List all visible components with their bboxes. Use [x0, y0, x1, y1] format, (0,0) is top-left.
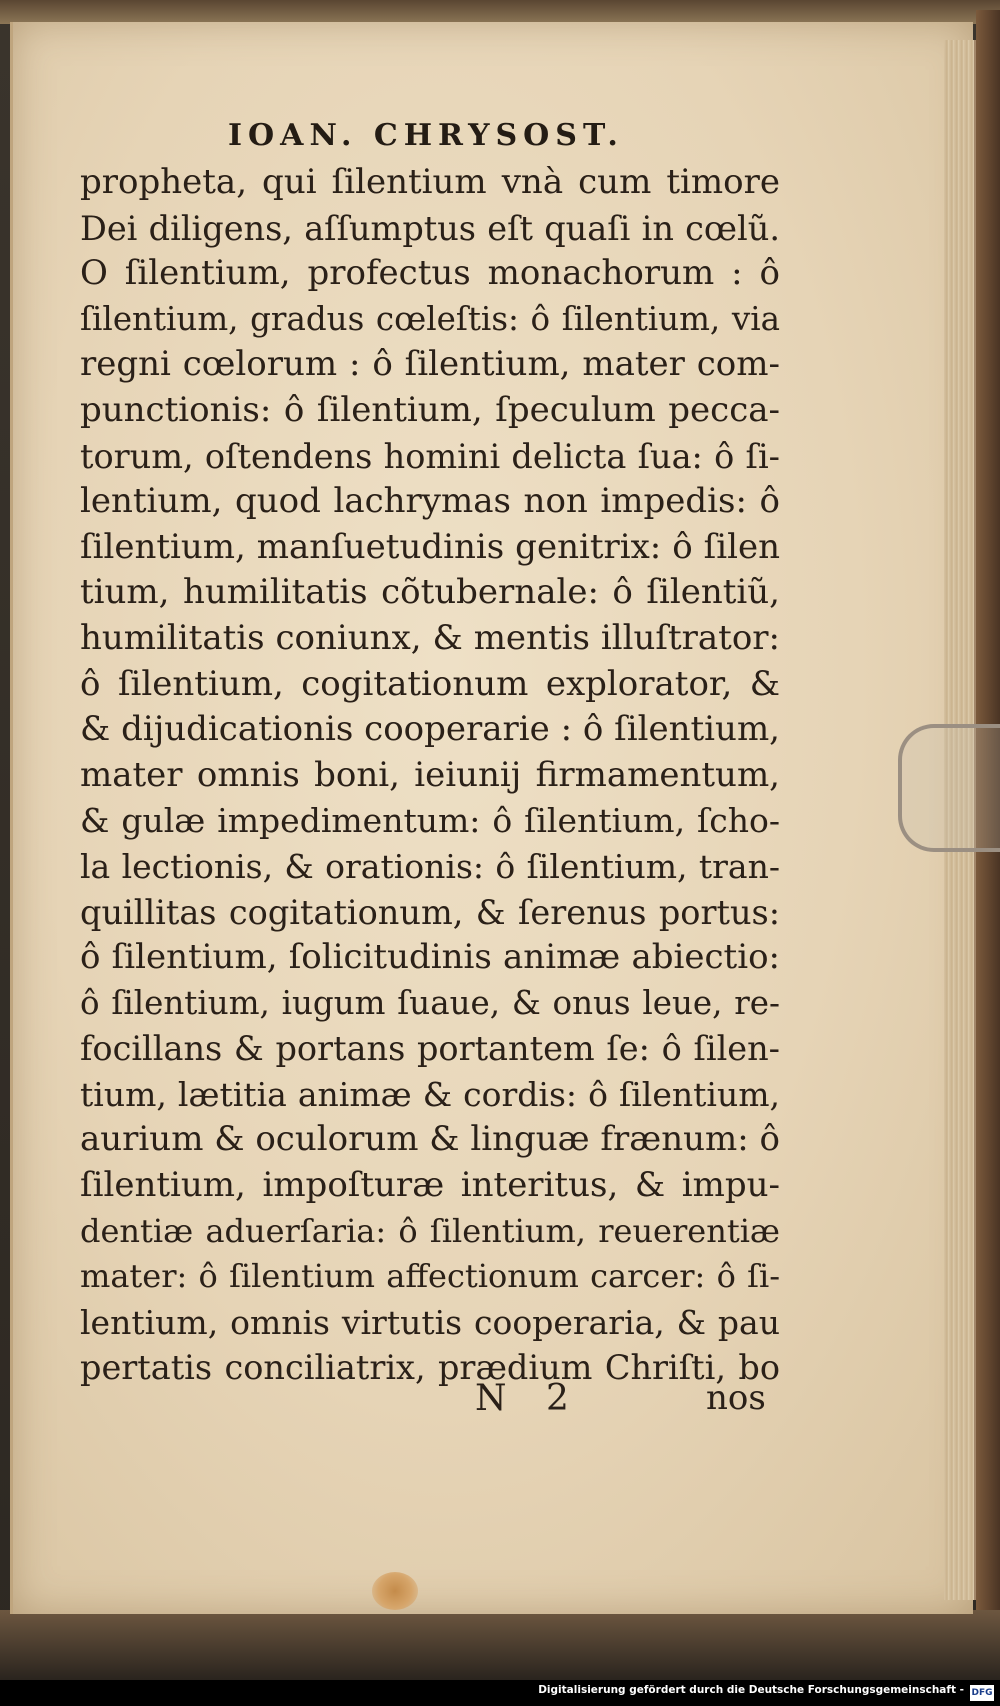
funding-credit: Digitalisierung gefördert durch die Deutsche Forschungsgemeinschaft - [538, 1684, 964, 1696]
text-line: pertatis conciliatrix, prædium Chriſti, bo [80, 1348, 780, 1388]
signature-mark: N 2 [475, 1378, 583, 1419]
running-head: IOAN. CHRYSOST. [228, 118, 624, 153]
book-bottom-edge [0, 1610, 1000, 1680]
text-line: quillitas cogitationum, & ſerenus portus: [80, 892, 780, 932]
text-line: ſilentium, manſuetudinis genitrix: ô ſilen [80, 526, 780, 567]
paper-stain [372, 1572, 418, 1610]
text-line: la lectionis, & orationis: ô ſilentium, tran- [80, 846, 780, 886]
text-line: torum, oſtendens homini delicta ſua: ô ſi- [80, 436, 780, 476]
text-line: tium, lætitia animæ & cordis: ô ſilentium, [80, 1074, 780, 1114]
text-line: ô ſilentium, ſolicitudinis animæ abiectio: [80, 937, 780, 978]
text-line: ſilentium, gradus cœleſtis: ô ſilentium, via [80, 299, 780, 338]
text-line: lentium, omnis virtutis cooperaria, & pau [80, 1302, 780, 1342]
book-top-edge [0, 0, 1000, 24]
text-line: & gulæ impedimentum: ô ſilentium, ſcho- [80, 801, 780, 841]
text-line: tium, humilitatis cõtubernale: ô ſilentiũ, [80, 572, 780, 613]
text-line: lentium, quod lachrymas non impedis: ô [80, 481, 780, 522]
text-line: regni cœlorum : ô ſilentium, mater com- [80, 344, 780, 385]
text-line: propheta, qui ſilentium vnà cum timore [80, 162, 780, 202]
text-line: ſilentium, impoſturæ interitus, & impu- [80, 1165, 780, 1206]
text-line: ô ſilentium, iugum ſuaue, & onus leue, re- [80, 983, 780, 1022]
text-line: ô ſilentium, cogitationum explorator, & [80, 663, 780, 704]
body-text [80, 160, 780, 1391]
text-line: punctionis: ô ſilentium, ſpeculum pecca- [80, 389, 780, 430]
text-line: aurium & oculorum & linguæ frænum: ô [80, 1119, 780, 1160]
catchword: nos [706, 1378, 766, 1418]
text-line: mater omnis boni, ieiunij firmamentum, [80, 754, 780, 795]
page-clip [898, 724, 1000, 852]
text-line: humilitatis coniunx, & mentis illuſtrator: [80, 617, 780, 658]
text-line: Dei diligens, aſſumptus eſt quaſi in cœlũ. [80, 208, 780, 248]
text-line: O ſilentium, profectus monachorum : ô [80, 253, 780, 294]
text-line: focillans & portans portantem ſe: ô ſilen- [80, 1029, 780, 1069]
digitization-footer [0, 1680, 1000, 1706]
dfg-logo: DFG [970, 1685, 994, 1701]
text-line: & dijudicationis cooperarie : ô ſilentium, [80, 709, 780, 750]
text-line: dentiæ aduerſaria: ô ſilentium, reuerentiæ [80, 1211, 780, 1250]
text-line: mater: ô ſilentium affectionum carcer: ô ſi- [80, 1257, 780, 1296]
